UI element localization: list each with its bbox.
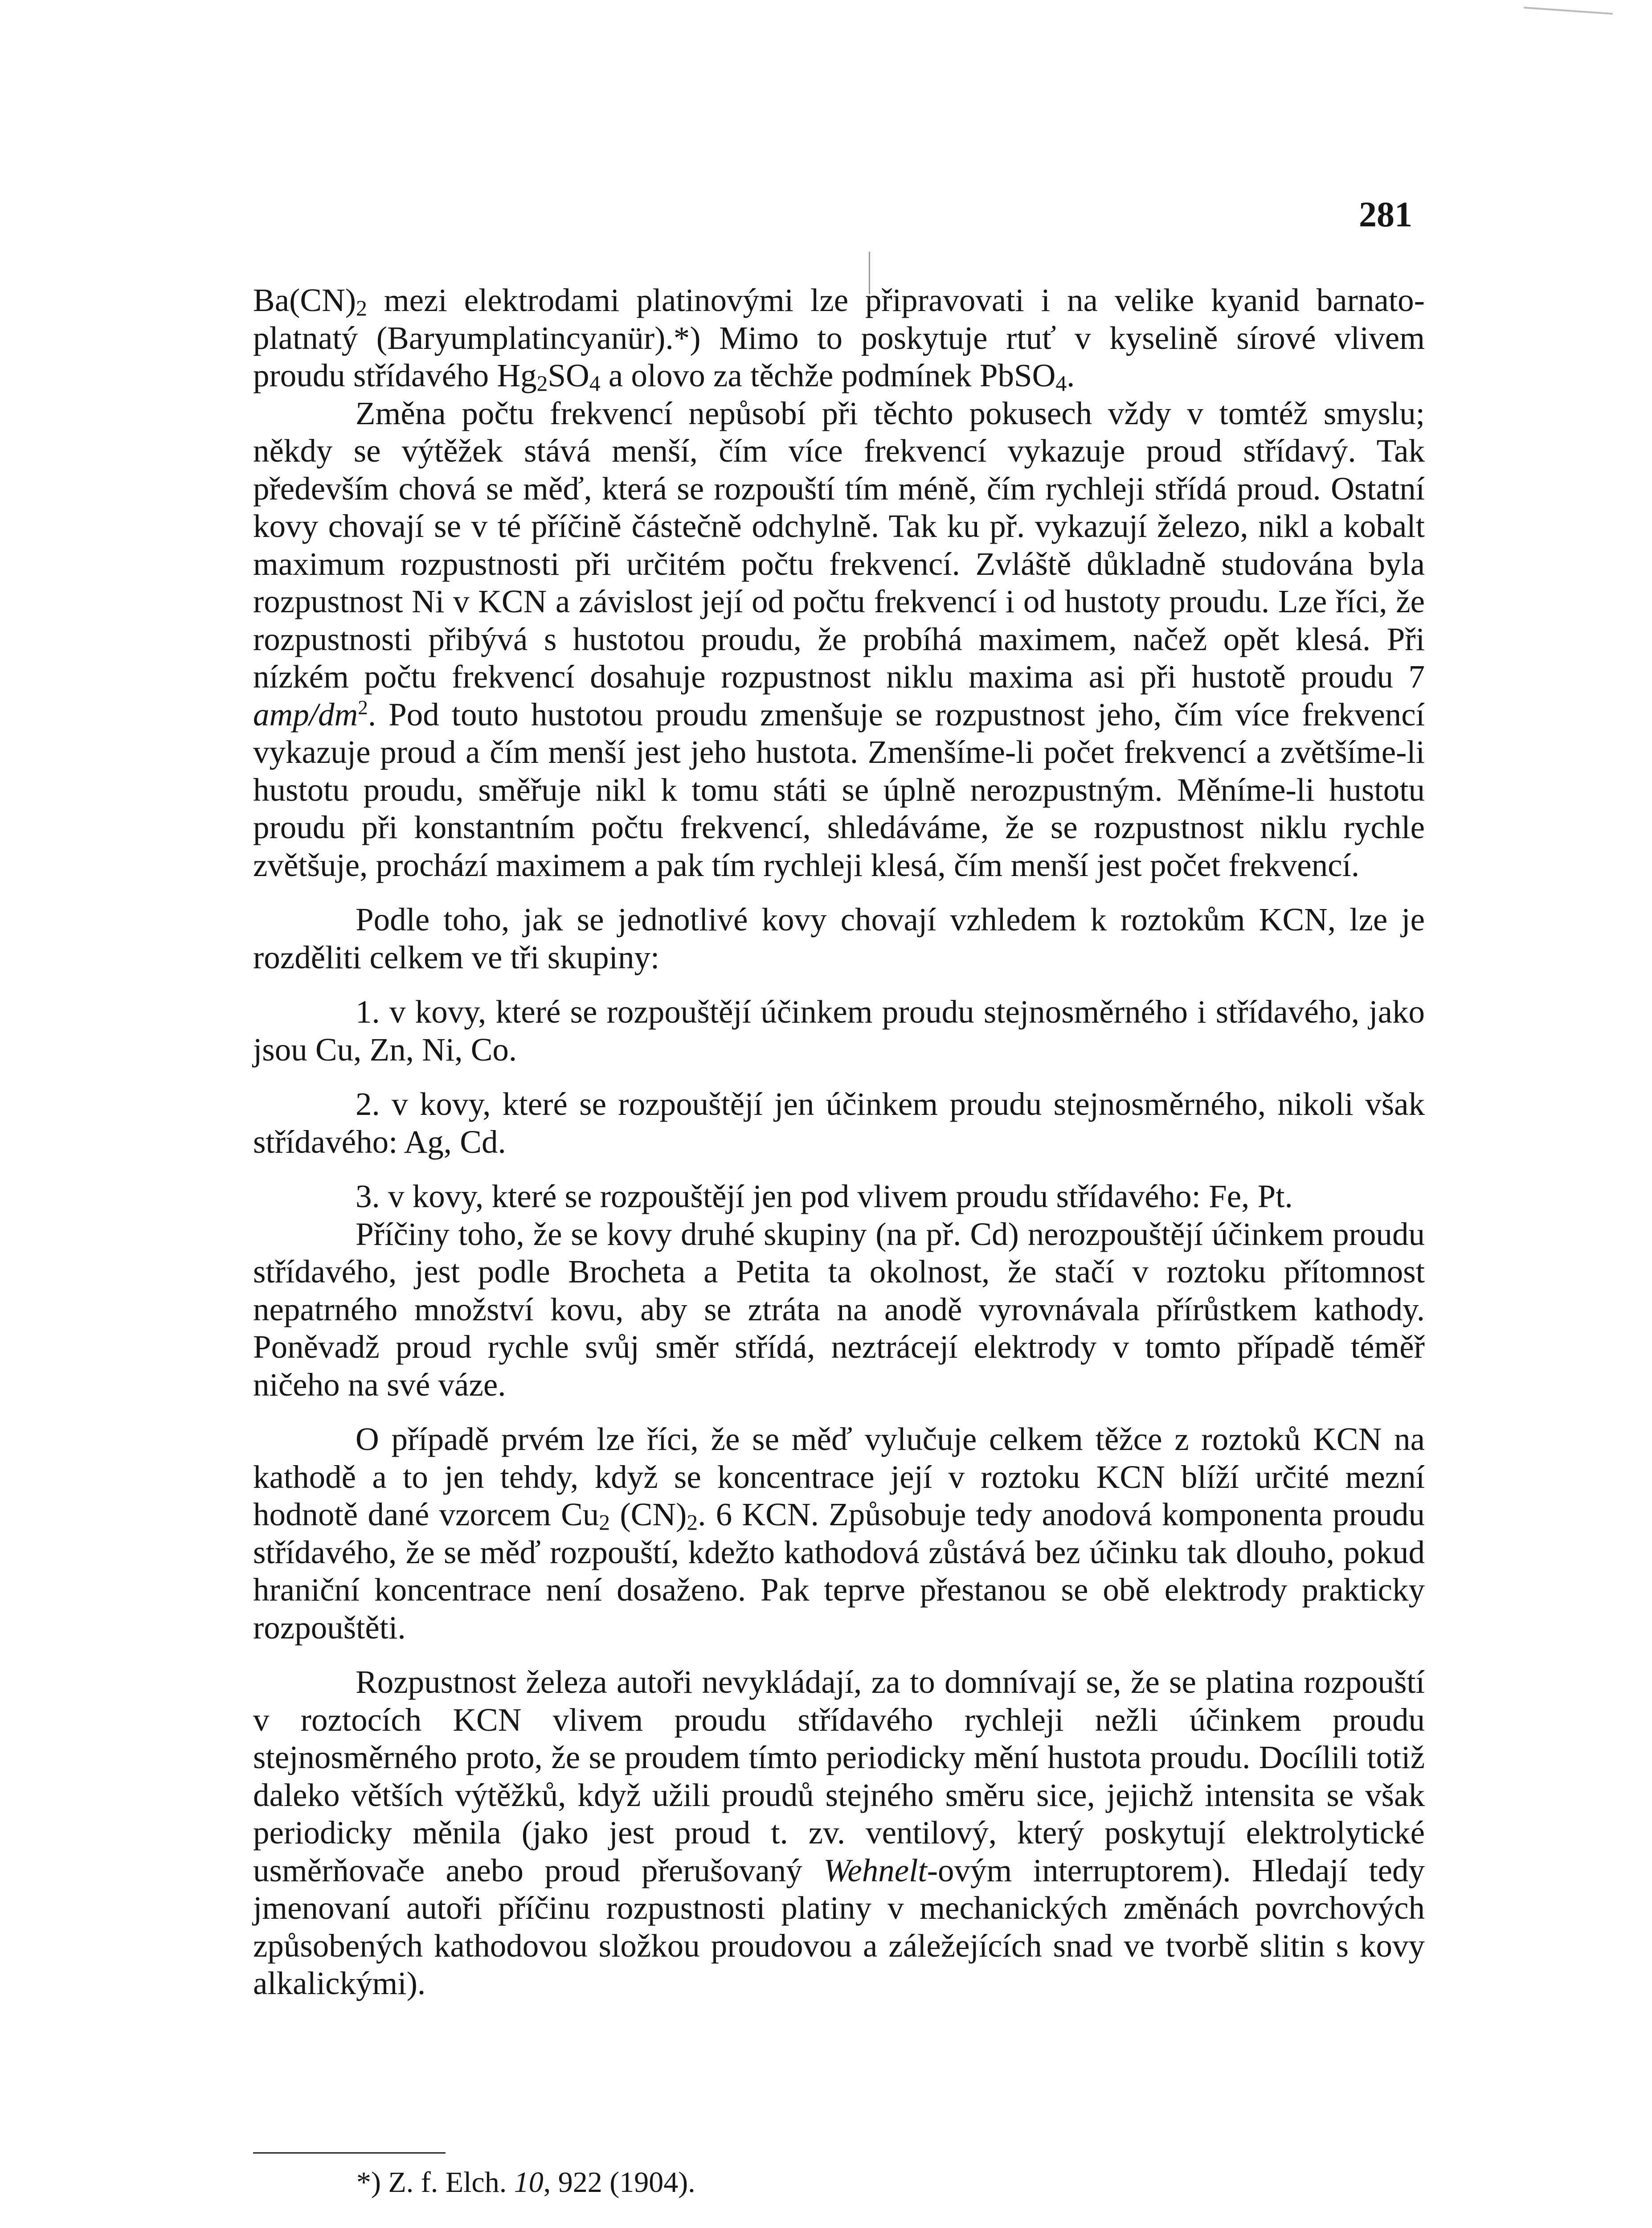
text-run: . 6 KCN. Způsobuje tedy anodová komponenta proudu střídavého, že se měď rozpouští, kdežto kathodová zůstává bez účinku tak dlouho, pokud hraniční koncentrace není dosaženo. Pak teprve přestanou se obě elektrody prakticky rozpouštěti. [253, 1496, 1425, 1646]
scan-corner-mark [1524, 7, 1613, 15]
text-run: . [1067, 357, 1075, 393]
text-run: *) Z. f. Elch. [356, 2166, 514, 2199]
paragraph [253, 1663, 1425, 2003]
list-item [253, 993, 1425, 1069]
paragraph [253, 282, 1425, 395]
italic-text: 10 [514, 2166, 544, 2199]
text-run: -ovým interruptorem). Hledají tedy jmenovaní autoři příčinu rozpustnosti platiny v mechanických změnách povrchových způsobených kathodovou složkou proudovou a záležejících snad ve tvorbě slitin s kovy alkalickými). [253, 1852, 1425, 2001]
text-run: Změna počtu frekvencí nepůsobí při těchto pokusech vždy v tomtéž smyslu; někdy se výtěžek stává menší, čím více frekvencí vykazuje proud střídavý. Tak především chová se měď, která se rozpouští tím méně, čím rychleji střídá proud. Ostatní kovy chovají se v té příčině částečně odchylně. Tak ku př. vykazují železo, nikl a kobalt maximum rozpustnosti při určitém počtu frekvencí. Zvláště důkladně studována byla rozpustnost Ni v KCN a závislost její od počtu frekvencí i od hustoty proudu. Lze říci, že rozpustnosti přibývá s hustotou proudu, že probíhá maximem, načež opět klesá. Při nízkém počtu frekvencí dosahuje rozpustnost niklu maxima asi při hustotě proudu 7 [253, 395, 1425, 695]
paragraph [253, 1216, 1425, 1404]
text-run: , 922 (1904). [543, 2166, 695, 2199]
text-run: . Pod touto hustotou proudu zmenšuje se rozpustnost jeho, čím více frekvencí vykazuje proud a čím menší jest jeho hustota. Zmenšíme-li počet frekvencí a zvětšíme-li hustotu proudu, směřuje nikl k tomu státi se úplně nerozpustným. Měníme-li hustotu proudu při konstantním počtu frekvencí, shledáváme, že se rozpustnost niklu rychle zvětšuje, prochází maximem a pak tím rychleji klesá, čím menší jest počet frekvencí. [253, 696, 1425, 883]
paragraph [253, 1421, 1425, 1646]
text-run: Rozpustnost železa autoři nevykládají, za to domnívají se, že se platina rozpouští v roztocích KCN vlivem proudu střídavého rychleji nežli účinkem proudu stejnosměrného proto, že se proudem tímto periodicky mění hustota proudu. Docílili totiž daleko větších výtěžků, když užili proudů stejného směru sice, jejichž intensita se však periodicky měnila (jako jest proud t. zv. ventilový, který poskytují elektrolytické usměrňovače anebo proud přerušovaný [253, 1664, 1425, 1888]
subscript: 2 [356, 295, 367, 320]
paragraph [253, 901, 1425, 976]
text-run: Podle toho, jak se jednotlivé kovy chovají vzhledem k roztokům KCN, lze je rozděliti celkem ve tři skupiny: [253, 901, 1425, 975]
body-text [253, 282, 1425, 2003]
subscript: 2 [599, 1510, 610, 1535]
subscript: 2 [536, 371, 548, 396]
text-run: Příčiny toho, že se kovy druhé skupiny (na př. Cd) nerozpouštějí účinkem proudu střídavého, jest podle Brocheta a Petita ta okolnost, že stačí v roztoku přítomnost nepatrného množství kovu, aby se ztráta na anodě vyrovnávala přírůstkem kathody. Poněvadž proud rychle svůj směr střídá, neztrácejí elektrody v tomto případě téměř ničeho na své váze. [253, 1216, 1425, 1403]
list-item [253, 1178, 1425, 1216]
subscript: 4 [1055, 371, 1067, 396]
subscript: 2 [687, 1510, 698, 1535]
text-run: a olovo za těchže podmínek PbSO [600, 357, 1056, 393]
text-run: 1. v kovy, které se rozpouštějí účinkem proudu stejnosměrného i střídavého, jako jsou Cu, Zn, Ni, Co. [253, 994, 1425, 1068]
text-run: 3. v kovy, které se rozpouštějí jen pod vlivem proudu střídavého: Fe, Pt. [356, 1178, 1293, 1214]
superscript: 2 [358, 696, 368, 719]
italic-text: amp/dm [253, 696, 358, 733]
footnote [356, 2165, 695, 2200]
subscript: 4 [589, 371, 601, 396]
text-run: SO [548, 357, 589, 393]
paragraph [253, 395, 1425, 885]
footnote-divider [253, 2152, 446, 2154]
text-run: 2. v kovy, které se rozpouštějí jen účinkem proudu stejnosměrného, nikoli však střídavého: Ag, Cd. [253, 1086, 1425, 1160]
list-item [253, 1085, 1425, 1161]
italic-text: Wehnelt [823, 1852, 927, 1888]
text-run: O případě prvém lze říci, že se měď vylučuje celkem těžce z roztoků KCN na kathodě a to jen tehdy, když se koncentrace její v roztoku KCN blíží určité mezní hodnotě dané vzorcem Cu [253, 1421, 1425, 1532]
text-run: (CN) [610, 1496, 687, 1532]
page-number: 281 [1359, 195, 1412, 234]
text-run: Ba(CN) [253, 282, 356, 318]
text-run: mezi elektrodami platinovými lze připravovati i na velike kyanid barnato-platnatý (Baryumplatincyanür).*) Mimo to poskytuje rtuť v kyselině sírové vlivem proudu střídavého Hg [253, 282, 1425, 393]
